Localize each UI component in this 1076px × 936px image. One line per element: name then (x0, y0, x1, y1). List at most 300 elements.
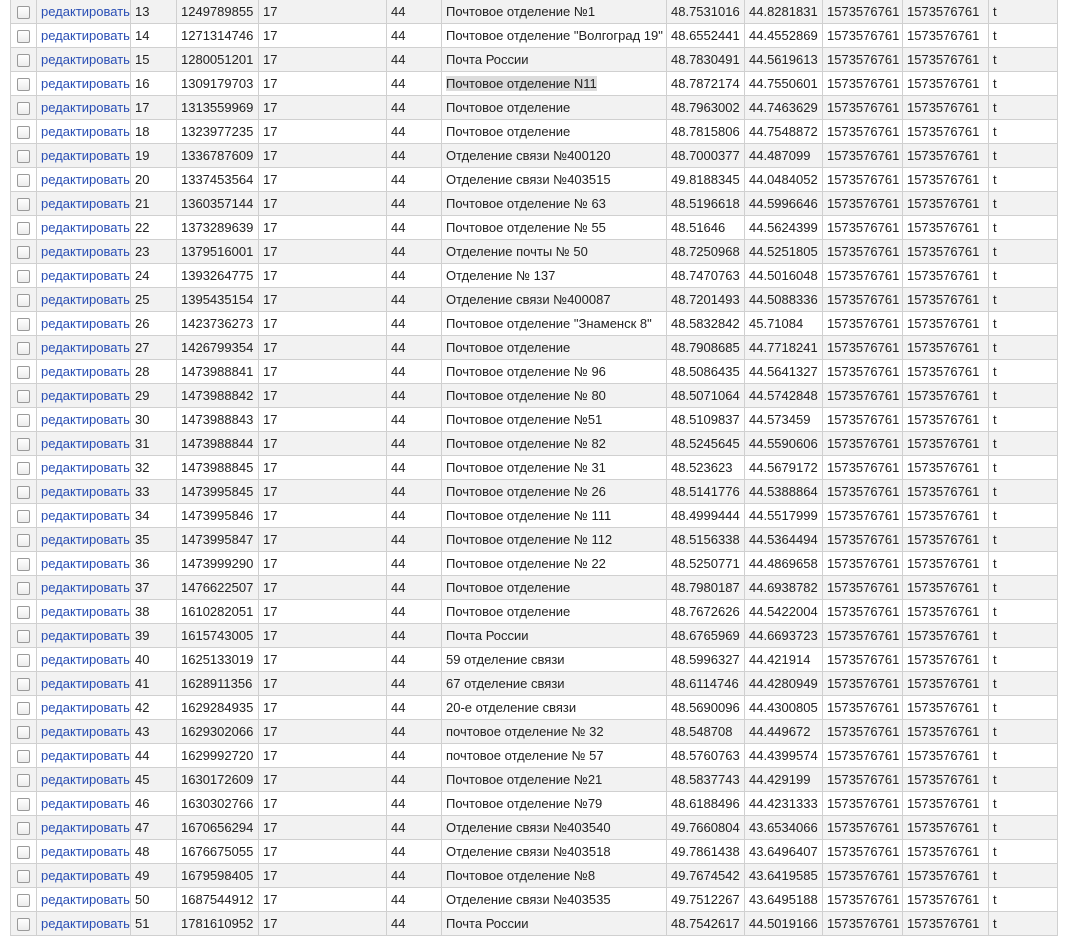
row-select-checkbox[interactable] (17, 558, 30, 571)
cell-flag: t (989, 168, 1058, 192)
cell-updated: 1573576761 (903, 408, 989, 432)
cell-updated: 1573576761 (903, 840, 989, 864)
cell-updated: 1573576761 (903, 48, 989, 72)
row-select-checkbox[interactable] (17, 510, 30, 523)
cell-updated: 1573576761 (903, 360, 989, 384)
cell-edit (37, 168, 131, 192)
cell-edit (37, 840, 131, 864)
row-select-checkbox[interactable] (17, 750, 30, 763)
cell-name: почтовое отделение № 32 (442, 720, 667, 744)
cell-region: 17 (259, 408, 387, 432)
cell-flag: t (989, 888, 1058, 912)
row-select-checkbox[interactable] (17, 798, 30, 811)
cell-checkbox (11, 168, 37, 192)
cell-lon: 44.487099 (745, 144, 823, 168)
cell-id: 14 (131, 24, 177, 48)
cell-region: 17 (259, 840, 387, 864)
edit-link[interactable]: редактировать (41, 508, 130, 523)
cell-district: 44 (387, 792, 442, 816)
edit-link[interactable]: редактировать (41, 724, 130, 739)
edit-link[interactable]: редактировать (41, 532, 130, 547)
cell-region: 17 (259, 504, 387, 528)
row-select-checkbox[interactable] (17, 198, 30, 211)
cell-updated: 1573576761 (903, 216, 989, 240)
cell-edit (37, 192, 131, 216)
edit-link[interactable]: редактировать (41, 844, 130, 859)
row-select-checkbox[interactable] (17, 246, 30, 259)
row-select-checkbox[interactable] (17, 294, 30, 307)
cell-code: 1473995846 (177, 504, 259, 528)
edit-link[interactable]: редактировать (41, 124, 130, 139)
cell-checkbox (11, 504, 37, 528)
cell-lon: 44.5251805 (745, 240, 823, 264)
cell-district: 44 (387, 312, 442, 336)
cell-id: 31 (131, 432, 177, 456)
cell-id: 28 (131, 360, 177, 384)
row-select-checkbox[interactable] (17, 390, 30, 403)
edit-link[interactable]: редактировать (41, 628, 130, 643)
cell-lat: 48.6114746 (667, 672, 745, 696)
cell-checkbox (11, 408, 37, 432)
cell-id: 42 (131, 696, 177, 720)
cell-id: 26 (131, 312, 177, 336)
edit-link[interactable]: редактировать (41, 604, 130, 619)
edit-link[interactable]: редактировать (41, 700, 130, 715)
cell-code: 1280051201 (177, 48, 259, 72)
cell-checkbox (11, 24, 37, 48)
cell-code: 1271314746 (177, 24, 259, 48)
cell-edit (37, 120, 131, 144)
edit-link[interactable]: редактировать (41, 820, 130, 835)
table-row (11, 456, 1058, 480)
edit-link[interactable]: редактировать (41, 4, 130, 19)
table-row (11, 720, 1058, 744)
cell-checkbox (11, 696, 37, 720)
edit-link[interactable]: редактировать (41, 868, 130, 883)
cell-district: 44 (387, 360, 442, 384)
cell-updated: 1573576761 (903, 768, 989, 792)
cell-name: Почтовое отделение "Знаменск 8" (442, 312, 667, 336)
cell-edit (37, 264, 131, 288)
cell-created: 1573576761 (823, 288, 903, 312)
cell-lon: 44.573459 (745, 408, 823, 432)
cell-edit (37, 528, 131, 552)
cell-flag: t (989, 264, 1058, 288)
cell-flag: t (989, 312, 1058, 336)
cell-edit (37, 624, 131, 648)
cell-updated: 1573576761 (903, 192, 989, 216)
cell-created: 1573576761 (823, 480, 903, 504)
cell-updated: 1573576761 (903, 912, 989, 936)
edit-link[interactable]: редактировать (41, 892, 130, 907)
cell-flag: t (989, 528, 1058, 552)
cell-region: 17 (259, 192, 387, 216)
cell-updated: 1573576761 (903, 240, 989, 264)
table-row (11, 840, 1058, 864)
table-row (11, 552, 1058, 576)
row-select-checkbox[interactable] (17, 6, 30, 19)
cell-region: 17 (259, 48, 387, 72)
cell-name: Почтовое отделение "Волгоград 19" (442, 24, 667, 48)
cell-flag: t (989, 24, 1058, 48)
cell-region: 17 (259, 288, 387, 312)
cell-edit (37, 72, 131, 96)
cell-lat: 49.7512267 (667, 888, 745, 912)
row-select-checkbox[interactable] (17, 846, 30, 859)
cell-edit (37, 288, 131, 312)
cell-lat: 48.7672626 (667, 600, 745, 624)
cell-lat: 48.5109837 (667, 408, 745, 432)
cell-lat: 48.7201493 (667, 288, 745, 312)
cell-updated: 1573576761 (903, 72, 989, 96)
row-select-checkbox[interactable] (17, 222, 30, 235)
edit-link[interactable]: редактировать (41, 436, 130, 451)
edit-link[interactable]: редактировать (41, 460, 130, 475)
edit-link[interactable]: редактировать (41, 100, 130, 115)
cell-name (442, 72, 667, 96)
row-select-checkbox[interactable] (17, 606, 30, 619)
cell-district: 44 (387, 864, 442, 888)
cell-district: 44 (387, 888, 442, 912)
cell-flag: t (989, 792, 1058, 816)
cell-edit (37, 864, 131, 888)
cell-updated: 1573576761 (903, 144, 989, 168)
cell-edit (37, 96, 131, 120)
cell-district: 44 (387, 504, 442, 528)
cell-lon: 44.4280949 (745, 672, 823, 696)
cell-region: 17 (259, 600, 387, 624)
cell-created: 1573576761 (823, 408, 903, 432)
cell-checkbox (11, 792, 37, 816)
cell-name: Почта России (442, 912, 667, 936)
cell-code: 1473988841 (177, 360, 259, 384)
cell-region: 17 (259, 720, 387, 744)
cell-lat: 48.5086435 (667, 360, 745, 384)
cell-name: Отделение связи №403515 (442, 168, 667, 192)
cell-edit (37, 576, 131, 600)
cell-district: 44 (387, 24, 442, 48)
row-select-checkbox[interactable] (17, 78, 30, 91)
cell-edit (37, 360, 131, 384)
row-select-checkbox[interactable] (17, 822, 30, 835)
edit-link[interactable]: редактировать (41, 364, 130, 379)
cell-lat: 48.6188496 (667, 792, 745, 816)
cell-lat: 48.4999444 (667, 504, 745, 528)
edit-link[interactable]: редактировать (41, 796, 130, 811)
results-table-container (10, 0, 1057, 936)
row-select-checkbox[interactable] (17, 678, 30, 691)
cell-district: 44 (387, 192, 442, 216)
cell-created: 1573576761 (823, 768, 903, 792)
row-select-checkbox[interactable] (17, 174, 30, 187)
cell-edit (37, 480, 131, 504)
cell-name: Почтовое отделение (442, 120, 667, 144)
edit-link[interactable]: редактировать (41, 196, 130, 211)
cell-district: 44 (387, 672, 442, 696)
cell-id: 51 (131, 912, 177, 936)
cell-edit (37, 312, 131, 336)
cell-name: Почтовое отделение № 22 (442, 552, 667, 576)
cell-checkbox (11, 816, 37, 840)
cell-edit (37, 648, 131, 672)
cell-updated: 1573576761 (903, 552, 989, 576)
cell-code: 1373289639 (177, 216, 259, 240)
cell-updated: 1573576761 (903, 576, 989, 600)
row-select-checkbox[interactable] (17, 54, 30, 67)
table-row (11, 792, 1058, 816)
table-row (11, 816, 1058, 840)
cell-name: Почтовое отделение № 82 (442, 432, 667, 456)
cell-lon: 43.6534066 (745, 816, 823, 840)
cell-code: 1476622507 (177, 576, 259, 600)
row-select-checkbox[interactable] (17, 318, 30, 331)
row-select-checkbox[interactable] (17, 126, 30, 139)
cell-edit (37, 384, 131, 408)
edit-link[interactable]: редактировать (41, 292, 130, 307)
table-row (11, 384, 1058, 408)
cell-district: 44 (387, 48, 442, 72)
cell-checkbox (11, 312, 37, 336)
cell-flag: t (989, 552, 1058, 576)
cell-lon: 44.5641327 (745, 360, 823, 384)
table-row (11, 648, 1058, 672)
cell-created: 1573576761 (823, 864, 903, 888)
cell-name: почтовое отделение № 57 (442, 744, 667, 768)
cell-lon: 44.5742848 (745, 384, 823, 408)
cell-lat: 48.6765969 (667, 624, 745, 648)
cell-lat: 48.7963002 (667, 96, 745, 120)
cell-lat: 49.7861438 (667, 840, 745, 864)
cell-region: 17 (259, 360, 387, 384)
cell-lat: 48.5996327 (667, 648, 745, 672)
edit-link[interactable]: редактировать (41, 676, 130, 691)
row-select-checkbox[interactable] (17, 774, 30, 787)
cell-lat: 48.5245645 (667, 432, 745, 456)
cell-created: 1573576761 (823, 48, 903, 72)
cell-updated: 1573576761 (903, 336, 989, 360)
table-row (11, 72, 1058, 96)
cell-district: 44 (387, 912, 442, 936)
cell-updated: 1573576761 (903, 480, 989, 504)
cell-district: 44 (387, 384, 442, 408)
cell-name: 67 отделение связи (442, 672, 667, 696)
cell-code: 1360357144 (177, 192, 259, 216)
edit-link[interactable]: редактировать (41, 772, 130, 787)
row-select-checkbox[interactable] (17, 870, 30, 883)
cell-lat: 48.5690096 (667, 696, 745, 720)
cell-district: 44 (387, 552, 442, 576)
cell-lat: 49.7660804 (667, 816, 745, 840)
cell-region: 17 (259, 336, 387, 360)
cell-district: 44 (387, 408, 442, 432)
edit-link[interactable]: редактировать (41, 916, 130, 931)
cell-id: 48 (131, 840, 177, 864)
cell-region: 17 (259, 888, 387, 912)
cell-flag: t (989, 360, 1058, 384)
edit-link[interactable]: редактировать (41, 580, 130, 595)
row-select-checkbox[interactable] (17, 366, 30, 379)
edit-link[interactable]: редактировать (41, 172, 130, 187)
cell-updated: 1573576761 (903, 648, 989, 672)
edit-link[interactable]: редактировать (41, 316, 130, 331)
row-select-checkbox[interactable] (17, 438, 30, 451)
cell-district: 44 (387, 264, 442, 288)
cell-flag: t (989, 0, 1058, 24)
cell-region: 17 (259, 672, 387, 696)
row-select-checkbox[interactable] (17, 270, 30, 283)
cell-lon: 44.429199 (745, 768, 823, 792)
cell-id: 29 (131, 384, 177, 408)
cell-lat: 48.5250771 (667, 552, 745, 576)
cell-district: 44 (387, 120, 442, 144)
cell-region: 17 (259, 384, 387, 408)
cell-created: 1573576761 (823, 840, 903, 864)
cell-region: 17 (259, 624, 387, 648)
cell-checkbox (11, 48, 37, 72)
cell-flag: t (989, 48, 1058, 72)
cell-checkbox (11, 264, 37, 288)
row-select-checkbox[interactable] (17, 486, 30, 499)
row-select-checkbox[interactable] (17, 342, 30, 355)
cell-updated: 1573576761 (903, 504, 989, 528)
edit-link[interactable]: редактировать (41, 244, 130, 259)
cell-lon: 44.8281831 (745, 0, 823, 24)
row-select-checkbox[interactable] (17, 654, 30, 667)
cell-created: 1573576761 (823, 792, 903, 816)
cell-id: 27 (131, 336, 177, 360)
cell-id: 43 (131, 720, 177, 744)
cell-flag: t (989, 96, 1058, 120)
row-select-checkbox[interactable] (17, 630, 30, 643)
cell-name: Почтовое отделение (442, 336, 667, 360)
cell-district: 44 (387, 648, 442, 672)
cell-created: 1573576761 (823, 432, 903, 456)
row-select-checkbox[interactable] (17, 894, 30, 907)
cell-created: 1573576761 (823, 24, 903, 48)
cell-name: Почтовое отделение № 96 (442, 360, 667, 384)
edit-link[interactable]: редактировать (41, 28, 130, 43)
edit-link[interactable]: редактировать (41, 748, 130, 763)
cell-updated: 1573576761 (903, 264, 989, 288)
edit-link[interactable]: редактировать (41, 220, 130, 235)
row-select-checkbox[interactable] (17, 534, 30, 547)
cell-name: Почта России (442, 48, 667, 72)
cell-checkbox (11, 528, 37, 552)
edit-link[interactable]: редактировать (41, 268, 130, 283)
cell-created: 1573576761 (823, 0, 903, 24)
cell-flag: t (989, 456, 1058, 480)
row-select-checkbox[interactable] (17, 726, 30, 739)
row-select-checkbox[interactable] (17, 918, 30, 931)
cell-checkbox (11, 144, 37, 168)
cell-created: 1573576761 (823, 648, 903, 672)
cell-lon: 44.5422004 (745, 600, 823, 624)
cell-edit (37, 816, 131, 840)
cell-lat: 48.5156338 (667, 528, 745, 552)
table-row (11, 168, 1058, 192)
cell-region: 17 (259, 648, 387, 672)
table-row (11, 600, 1058, 624)
cell-created: 1573576761 (823, 192, 903, 216)
cell-flag: t (989, 240, 1058, 264)
row-select-checkbox[interactable] (17, 150, 30, 163)
cell-flag: t (989, 408, 1058, 432)
table-row (11, 288, 1058, 312)
table-row (11, 672, 1058, 696)
cell-region: 17 (259, 768, 387, 792)
cell-flag: t (989, 600, 1058, 624)
row-select-checkbox[interactable] (17, 30, 30, 43)
cell-lon: 44.5619613 (745, 48, 823, 72)
cell-code: 1473988845 (177, 456, 259, 480)
table-row (11, 120, 1058, 144)
cell-name: Отделение связи №403518 (442, 840, 667, 864)
cell-id: 45 (131, 768, 177, 792)
cell-created: 1573576761 (823, 240, 903, 264)
cell-name: Почтовое отделение № 112 (442, 528, 667, 552)
cell-district: 44 (387, 768, 442, 792)
row-select-checkbox[interactable] (17, 102, 30, 115)
cell-name: 20-е отделение связи (442, 696, 667, 720)
row-select-checkbox[interactable] (17, 582, 30, 595)
cell-district: 44 (387, 432, 442, 456)
cell-name: Почтовое отделение №79 (442, 792, 667, 816)
edit-link[interactable]: редактировать (41, 652, 130, 667)
cell-flag: t (989, 144, 1058, 168)
cell-id: 37 (131, 576, 177, 600)
cell-id: 35 (131, 528, 177, 552)
cell-edit (37, 696, 131, 720)
cell-lat: 48.548708 (667, 720, 745, 744)
table-row (11, 264, 1058, 288)
cell-updated: 1573576761 (903, 312, 989, 336)
edit-link[interactable]: редактировать (41, 484, 130, 499)
edit-link[interactable]: редактировать (41, 388, 130, 403)
cell-region: 17 (259, 120, 387, 144)
cell-code: 1473988842 (177, 384, 259, 408)
cell-id: 33 (131, 480, 177, 504)
cell-code: 1473999290 (177, 552, 259, 576)
table-row (11, 408, 1058, 432)
cell-created: 1573576761 (823, 336, 903, 360)
table-row (11, 96, 1058, 120)
edit-link[interactable]: редактировать (41, 340, 130, 355)
row-select-checkbox[interactable] (17, 414, 30, 427)
cell-flag: t (989, 480, 1058, 504)
cell-code: 1629302066 (177, 720, 259, 744)
cell-edit (37, 24, 131, 48)
cell-lon: 44.4869658 (745, 552, 823, 576)
cell-lat: 48.7815806 (667, 120, 745, 144)
table-row (11, 336, 1058, 360)
cell-district: 44 (387, 240, 442, 264)
cell-checkbox (11, 840, 37, 864)
table-row (11, 624, 1058, 648)
edit-link[interactable]: редактировать (41, 556, 130, 571)
cell-created: 1573576761 (823, 144, 903, 168)
row-select-checkbox[interactable] (17, 462, 30, 475)
row-select-checkbox[interactable] (17, 702, 30, 715)
cell-checkbox (11, 216, 37, 240)
edit-link[interactable]: редактировать (41, 52, 130, 67)
cell-lat: 48.7830491 (667, 48, 745, 72)
edit-link[interactable]: редактировать (41, 76, 130, 91)
edit-link[interactable]: редактировать (41, 412, 130, 427)
edit-link[interactable]: редактировать (41, 148, 130, 163)
cell-lat: 48.51646 (667, 216, 745, 240)
cell-created: 1573576761 (823, 120, 903, 144)
cell-lon: 44.5996646 (745, 192, 823, 216)
